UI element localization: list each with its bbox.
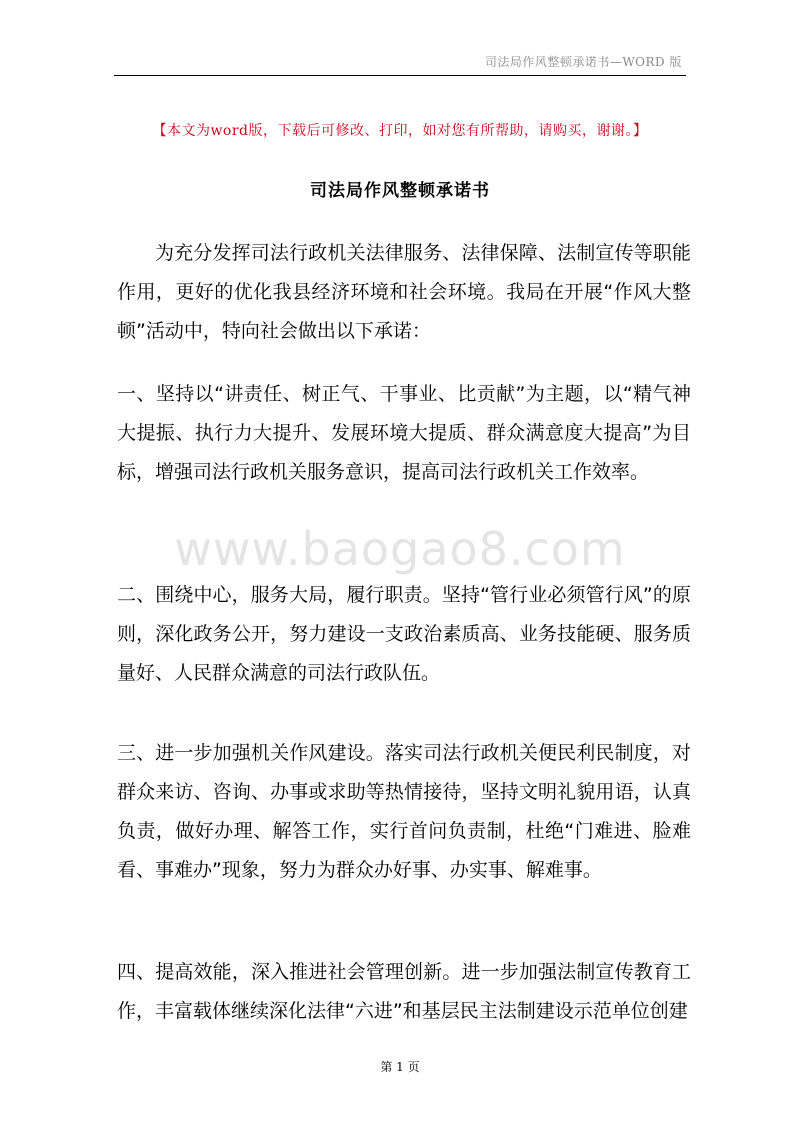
- commitment-paragraph-1: 一、坚持以“讲责任、树正气、干事业、比贡献”为主题，以“精气神大提振、执行力大提升、发展环境大提质、群众满意度大提高”为目标，增强司法行政机关服务意识，提高司法行政机关工作效率。: [117, 383, 691, 483]
- watermark: www.baogao8.com: [174, 522, 626, 576]
- commitment-paragraph-3: 三、进一步加强机关作风建设。落实司法行政机关便民利民制度，对群众来访、咨询、办事或求助等热情接待，坚持文明礼貌用语，认真负责，做好办理、解答工作，实行首问负责制，杜绝“门难进、脸难看、事难办”现象，努力为群众办好事、办实事、解难事。: [117, 742, 691, 881]
- commitment-paragraph-4: 四、提高效能，深入推进社会管理创新。进一步加强法制宣传教育工作，丰富载体继续深化法律“六进”和基层民主法制建设示范单位创建: [117, 961, 691, 1022]
- commitment-paragraph-2: 二、围绕中心，服务大局，履行职责。坚持“管行业必须管行风”的原则，深化政务公开，努力建设一支政治素质高、业务技能硬、服务质量好、人民群众满意的司法行政队伍。: [117, 584, 691, 684]
- page-header-title: 司法局作风整顿承诺书—WORD 版: [484, 55, 682, 69]
- page-number: 第 1 页: [380, 1060, 420, 1074]
- intro-paragraph: 为充分发挥司法行政机关法律服务、法律保障、法制宣传等职能作用，更好的优化我县经济环境和社会环境。我局在开展“作风大整顿”活动中，特向社会做出以下承诺：: [117, 242, 691, 342]
- purchase-notice: 【本文为word版，下载后可修改、打印，如对您有所帮助，请购买，谢谢。】: [152, 123, 648, 139]
- header-divider: [114, 75, 686, 76]
- document-title: 司法局作风整顿承诺书: [310, 181, 490, 201]
